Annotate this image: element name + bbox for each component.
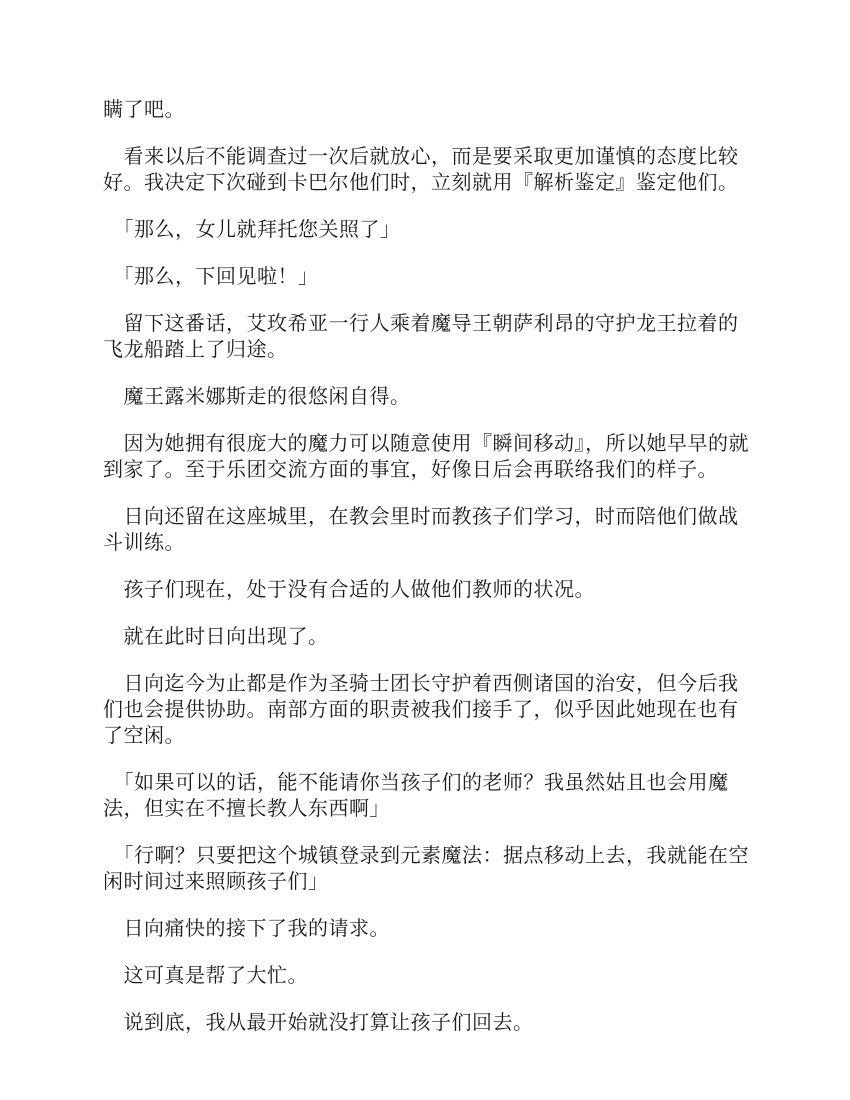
- paragraph: 日向还留在这座城里，在教会里时而教孩子们学习，时而陪他们做战斗训练。: [103, 504, 739, 554]
- paragraph: 留下这番话，艾玫希亚一行人乘着魔导王朝萨利昂的守护龙王拉着的飞龙船踏上了归途。: [103, 311, 739, 361]
- paragraph: 「那么，下回见啦！」: [103, 264, 319, 288]
- paragraph: 「那么，女儿就拜托您关照了」: [103, 217, 401, 241]
- paragraph: 瞒了吧。: [103, 97, 185, 121]
- paragraph: 看来以后不能调查过一次后就放心，而是要采取更加谨慎的态度比较好。我决定下次碰到卡巴尔他们时，立刻就用『解析鉴定』鉴定他们。: [103, 144, 739, 194]
- text-body: [103, 96, 753, 1056]
- paragraph: 因为她拥有很庞大的魔力可以随意使用『瞬间移动』，所以她早早的就到家了。至于乐团交流方面的事宜，好像日后会再联络我们的样子。: [103, 431, 749, 481]
- paragraph: 「行啊？只要把这个城镇登录到元素魔法：据点移动上去，我就能在空闲时间过来照顾孩子们」: [103, 843, 749, 893]
- paragraph: 说到底，我从最开始就没打算让孩子们回去。: [103, 1010, 534, 1034]
- paragraph: 日向痛快的接下了我的请求。: [103, 916, 390, 940]
- paragraph: 就在此时日向出现了。: [103, 624, 329, 648]
- paragraph: 孩子们现在，处于没有合适的人做他们教师的状况。: [103, 577, 595, 601]
- paragraph: 这可真是帮了大忙。: [103, 963, 308, 987]
- paragraph: 魔王露米娜斯走的很悠闲自得。: [103, 384, 411, 408]
- paragraph: 「如果可以的话，能不能请你当孩子们的老师？我虽然姑且也会用魔法，但实在不擅长教人东西啊」: [103, 770, 729, 820]
- paragraph: 日向迄今为止都是作为圣骑士团长守护着西侧诸国的治安，但今后我们也会提供协助。南部方面的职责被我们接手了，似乎因此她现在也有了空闲。: [103, 671, 739, 747]
